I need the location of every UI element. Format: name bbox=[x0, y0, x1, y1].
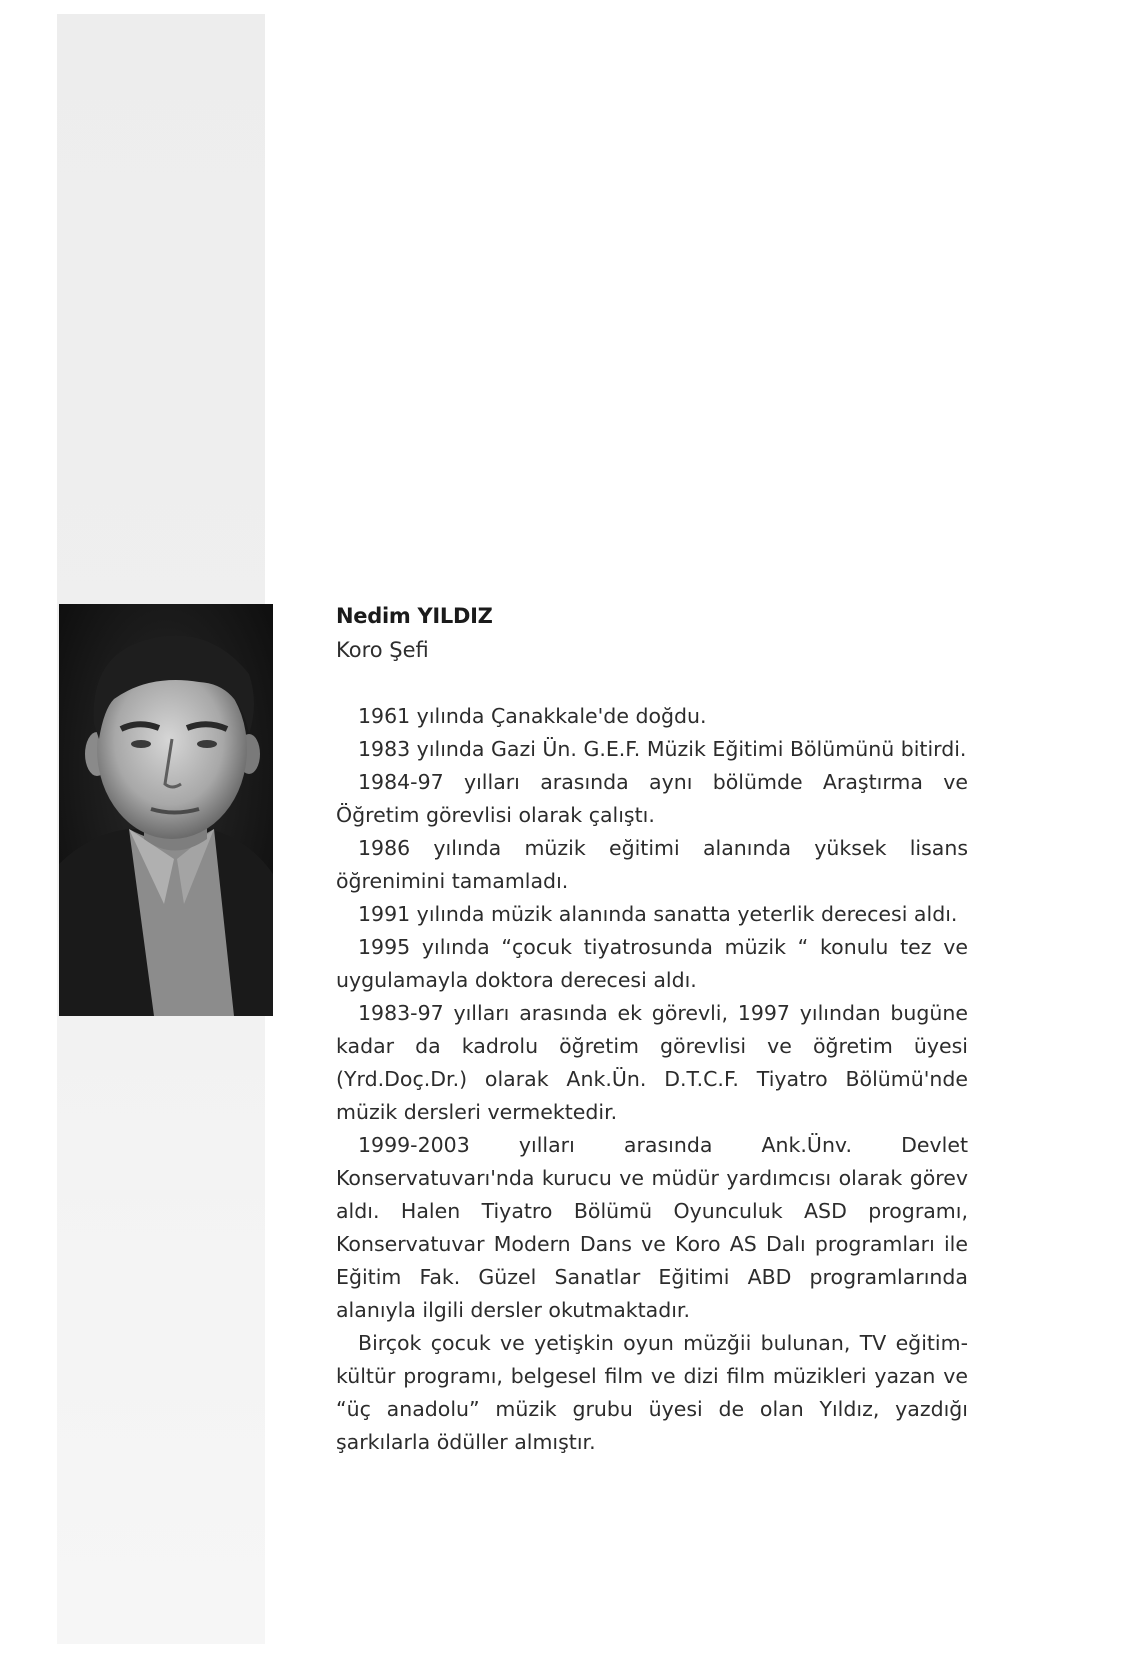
bio-paragraph: 1961 yılında Çanakkale'de doğdu. bbox=[358, 704, 707, 728]
bio-paragraph: 1984-97 yılları arasında aynı bölümde Araştırma ve Öğretim görevlisi olarak çalıştı. bbox=[336, 770, 968, 827]
bio-paragraph: 1995 yılında “çocuk tiyatrosunda müzik “ konulu tez ve uygulamayla doktora derecesi aldı. bbox=[336, 935, 968, 992]
bio-paragraph: Birçok çocuk ve yetişkin oyun müzğii bulunan, TV eğitim-kültür programı, belgesel film ve dizi film müzikleri yazan ve “üç anadolu” müzik grubu üyesi de olan Yıldız, yazdığı şarkılarla ödüller almıştır. bbox=[336, 1331, 968, 1454]
bio-paragraph: 1986 yılında müzik eğitimi alanında yüksek lisans öğrenimini tamamladı. bbox=[336, 836, 968, 893]
person-name: Nedim YILDIZ bbox=[336, 604, 493, 628]
bio-paragraph: 1983-97 yılları arasında ek görevli, 1997 yılından bugüne kadar da kadrolu öğretim görevlisi ve öğretim üyesi (Yrd.Doç.Dr.) olarak Ank.Ün. D.T.C.F. Tiyatro Bölümü'nde müzik dersleri vermektedir. bbox=[336, 1001, 968, 1124]
bio-paragraph: 1999-2003 yılları arasında Ank.Ünv. Devlet Konservatuvarı'nda kurucu ve müdür yardımcısı olarak görev aldı. Halen Tiyatro Bölümü Oyunculuk ASD programı, Konservatuvar Modern Dans ve Koro AS Dalı programları ile Eğitim Fak. Güzel Sanatlar Eğitimi ABD programlarında alanıyla ilgili dersler okutmaktadır. bbox=[336, 1133, 968, 1322]
person-role: Koro Şefi bbox=[336, 638, 429, 662]
bio-paragraph: 1983 yılında Gazi Ün. G.E.F. Müzik Eğitimi Bölümünü bitirdi. bbox=[358, 737, 967, 761]
bio-paragraph: 1991 yılında müzik alanında sanatta yeterlik derecesi aldı. bbox=[358, 902, 958, 926]
biography bbox=[336, 700, 968, 1459]
portrait-photo bbox=[59, 604, 273, 1016]
